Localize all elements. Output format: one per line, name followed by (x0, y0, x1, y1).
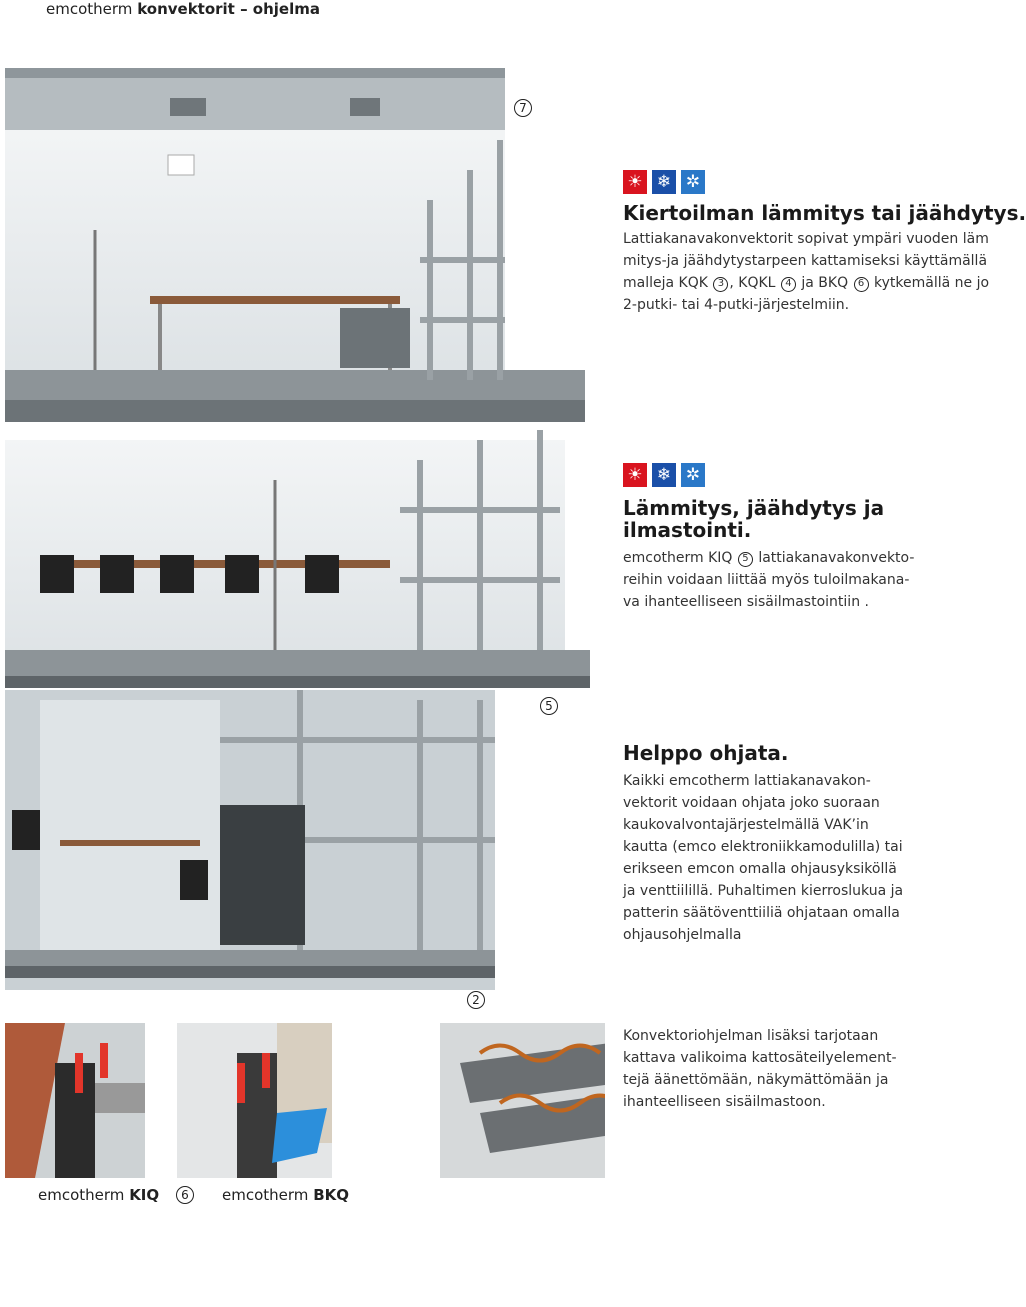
caption-model: BKQ (313, 1186, 349, 1204)
section-recirculation (605, 160, 1026, 350)
heading-line: Lämmitys, jäähdytys ja (623, 496, 885, 520)
kiq-product-photo (5, 1023, 145, 1178)
section3-line: kautta (emco elektroniikkamodulilla) tai (623, 839, 903, 855)
bkq-product-photo (177, 1023, 332, 1178)
heading-line: ilmastointi. (623, 518, 752, 542)
section4-line: Konvektoriohjelman lisäksi tarjotaan (623, 1028, 879, 1044)
icon-row-1 (623, 170, 705, 194)
text: emcotherm KIQ (623, 550, 733, 566)
text: malleja KQK (623, 275, 708, 291)
section-control (605, 730, 960, 955)
icon-row-2 (623, 463, 705, 487)
section3-body (623, 770, 903, 946)
header-brand: emcotherm (46, 0, 133, 18)
caption-model: KIQ (129, 1186, 160, 1204)
model-number-4: 4 (781, 277, 796, 292)
section2-line: reihin voidaan liittää myös tuloilmakana- (623, 572, 910, 588)
section3-heading: Helppo ohjata. (623, 741, 789, 765)
section2-line (623, 547, 914, 569)
text: kytkemällä ne jo (869, 275, 990, 291)
marker-6: 6 (176, 1186, 194, 1204)
model-number-5: 5 (738, 552, 753, 567)
fan-icon: ✲ (681, 463, 705, 487)
snowflake-icon: ❄ (652, 170, 676, 194)
section1-line: mitys-ja jäähdytystarpeen kattamiseksi käyttämällä (623, 253, 988, 269)
section1-line: 2-putki- tai 4-putki-järjestelmiin. (623, 297, 850, 313)
section3-line: ohjausohjelmalla (623, 927, 742, 943)
sun-heat-icon: ☀ (623, 170, 647, 194)
text: lattiakanavakonvekto- (753, 550, 915, 566)
section3-line: vektorit voidaan ohjata joko suoraan (623, 795, 880, 811)
section3-line: erikseen emcon omalla ohjausyksiköllä (623, 861, 897, 877)
text: ja BKQ (796, 275, 849, 291)
header-title: konvektorit – ohjelma (137, 0, 320, 18)
section3-line: patterin säätöventtiiliä ohjataan omalla (623, 905, 900, 921)
marker-2: 2 (467, 991, 485, 1009)
marker-7: 7 (514, 99, 532, 117)
section4-line: tejä äänettömään, näkymättömään ja (623, 1072, 889, 1088)
section2-line: va ihanteelliseen sisäilmastointiin . (623, 594, 869, 610)
marker-5: 5 (540, 697, 558, 715)
section2-heading (623, 497, 884, 541)
section3-line: kaukovalvontajärjestelmällä VAK’in (623, 817, 869, 833)
section4-body (623, 1025, 897, 1113)
section-radiant (605, 1023, 903, 1178)
section-ventilation (605, 455, 960, 630)
snowflake-icon: ❄ (652, 463, 676, 487)
section4-line: kattava valikoima kattosäteilyelement- (623, 1050, 897, 1066)
model-number-6: 6 (854, 277, 869, 292)
section3-line: Kaikki emcotherm lattiakanavakon- (623, 773, 871, 789)
caption-bkq (222, 1186, 349, 1204)
section4-line: ihanteelliseen sisäilmastoon. (623, 1094, 826, 1110)
page-header (46, 0, 320, 18)
text: , KQKL (729, 275, 776, 291)
caption-brand: emcotherm (222, 1186, 309, 1204)
section1-line: Lattiakanavakonvektorit sopivat ympäri vuoden läm (623, 231, 989, 247)
section2-body (623, 547, 914, 613)
model-number-3: 3 (713, 277, 728, 292)
fan-icon: ✲ (681, 170, 705, 194)
sun-heat-icon: ☀ (623, 463, 647, 487)
section1-line-models (623, 272, 989, 294)
section3-line: ja venttiilillä. Puhaltimen kierroslukua ja (623, 883, 904, 899)
section1-body (623, 228, 989, 316)
section1-heading: Kiertoilman lämmitys tai jäähdytys. (623, 201, 1026, 225)
caption-kiq (38, 1186, 159, 1204)
caption-brand: emcotherm (38, 1186, 125, 1204)
